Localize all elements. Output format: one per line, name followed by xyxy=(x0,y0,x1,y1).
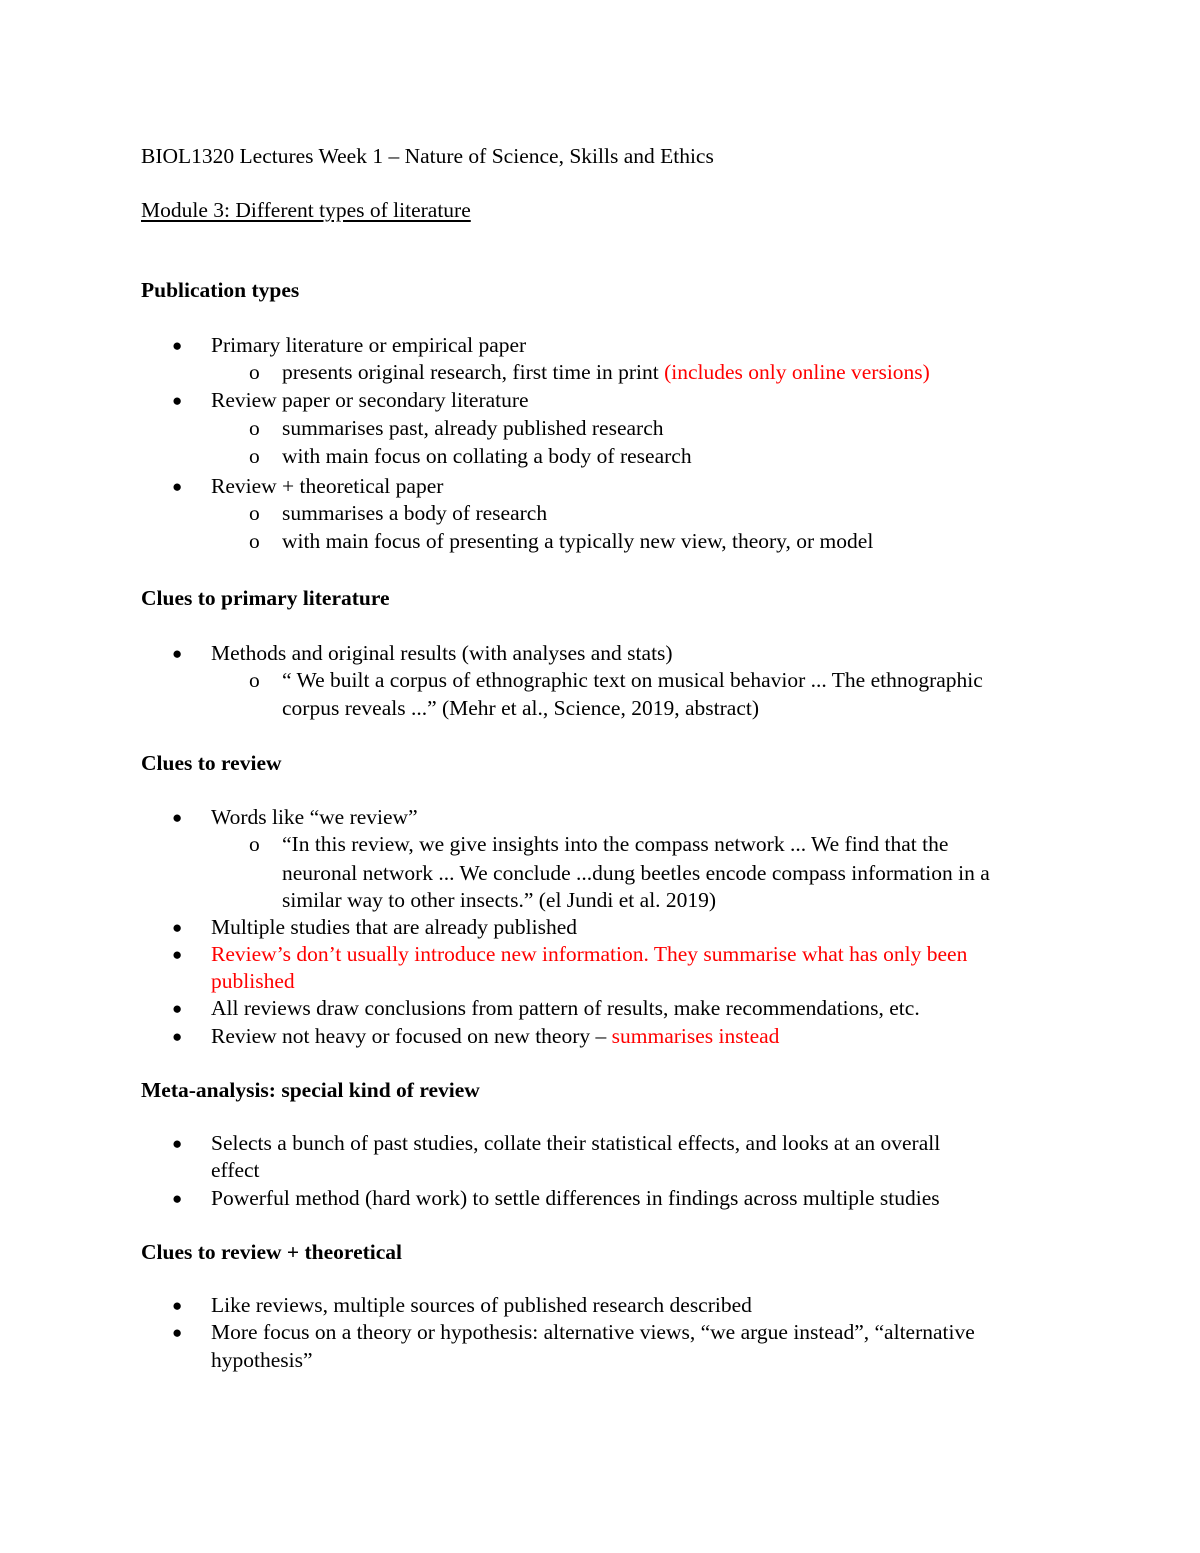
sub-bullet-icon: o xyxy=(249,444,260,468)
list-item-text: Powerful method (hard work) to settle differences in findings across multiple studies xyxy=(211,1186,940,1210)
list-item-text: Multiple studies that are already published xyxy=(211,915,578,939)
bullet-icon: ● xyxy=(172,477,183,496)
document-title: BIOL1320 Lectures Week 1 – Nature of Science, Skills and Ethics xyxy=(141,144,714,168)
list-item-text: All reviews draw conclusions from pattern of results, make recommendations, etc. xyxy=(211,996,920,1020)
highlighted-note: summarises instead xyxy=(611,1024,780,1048)
bullet-icon: ● xyxy=(172,1189,183,1208)
sub-list-item-text: corpus reveals ...” (Mehr et al., Science, 2019, abstract) xyxy=(282,696,759,720)
section-heading-publication-types: Publication types xyxy=(141,278,300,302)
bullet-icon: ● xyxy=(172,808,183,827)
highlighted-list-item-text: published xyxy=(211,969,295,993)
list-item-text: Review paper or secondary literature xyxy=(211,388,529,412)
bullet-icon: ● xyxy=(172,336,183,355)
section-heading-meta-analysis: Meta-analysis: special kind of review xyxy=(141,1078,480,1102)
sub-list-item-text: similar way to other insects.” (el Jundi et al. 2019) xyxy=(282,888,717,912)
module-heading: Module 3: Different types of literature xyxy=(141,198,471,222)
sub-list-item-text: summarises past, already published research xyxy=(282,416,664,440)
highlighted-note: (includes only online versions) xyxy=(664,360,930,384)
list-item-text: Review + theoretical paper xyxy=(211,474,444,498)
sub-list-item-main: presents original research, first time in print xyxy=(282,360,665,384)
sub-list-item-text: summarises a body of research xyxy=(282,501,548,525)
bullet-icon: ● xyxy=(172,945,183,964)
bullet-icon: ● xyxy=(172,918,183,937)
bullet-icon: ● xyxy=(172,1323,183,1342)
list-item-text: hypothesis” xyxy=(211,1348,313,1372)
sub-list-item-text: “ We built a corpus of ethnographic text on musical behavior ... The ethnographic xyxy=(282,668,983,692)
section-heading-clues-review: Clues to review xyxy=(141,751,282,775)
sub-bullet-icon: o xyxy=(249,668,260,692)
sub-bullet-icon: o xyxy=(249,416,260,440)
list-item-text: Selects a bunch of past studies, collate their statistical effects, and looks at an overall xyxy=(211,1131,941,1155)
sub-list-item-text: with main focus of presenting a typically new view, theory, or model xyxy=(282,529,874,553)
bullet-icon: ● xyxy=(172,391,183,410)
bullet-icon: ● xyxy=(172,1027,183,1046)
list-item-text: effect xyxy=(211,1158,260,1182)
sub-list-item-text: with main focus on collating a body of research xyxy=(282,444,692,468)
section-heading-clues-primary: Clues to primary literature xyxy=(141,586,390,610)
list-item-text: Like reviews, multiple sources of published research described xyxy=(211,1293,752,1317)
sub-list-item-text xyxy=(282,359,930,386)
list-item-main: Review not heavy or focused on new theory – xyxy=(211,1024,612,1048)
bullet-icon: ● xyxy=(172,1296,183,1315)
list-item-text xyxy=(211,1023,779,1050)
list-item-text: Words like “we review” xyxy=(211,805,418,829)
highlighted-list-item-text: Review’s don’t usually introduce new information. They summarise what has only been xyxy=(211,942,968,966)
bullet-icon: ● xyxy=(172,999,183,1018)
sub-list-item-text: neuronal network ... We conclude ...dung beetles encode compass information in a xyxy=(282,861,990,885)
sub-bullet-icon: o xyxy=(249,832,260,856)
sub-list-item-text: “In this review, we give insights into the compass network ... We find that the xyxy=(282,832,949,856)
list-item-text: Primary literature or empirical paper xyxy=(211,333,527,357)
bullet-icon: ● xyxy=(172,644,183,663)
sub-bullet-icon: o xyxy=(249,360,260,384)
sub-bullet-icon: o xyxy=(249,501,260,525)
bullet-icon: ● xyxy=(172,1134,183,1153)
list-item-text: Methods and original results (with analyses and stats) xyxy=(211,641,673,665)
section-heading-clues-theoretical: Clues to review + theoretical xyxy=(141,1240,403,1264)
list-item-text: More focus on a theory or hypothesis: alternative views, “we argue instead”, “alternative xyxy=(211,1320,975,1344)
sub-bullet-icon: o xyxy=(249,529,260,553)
